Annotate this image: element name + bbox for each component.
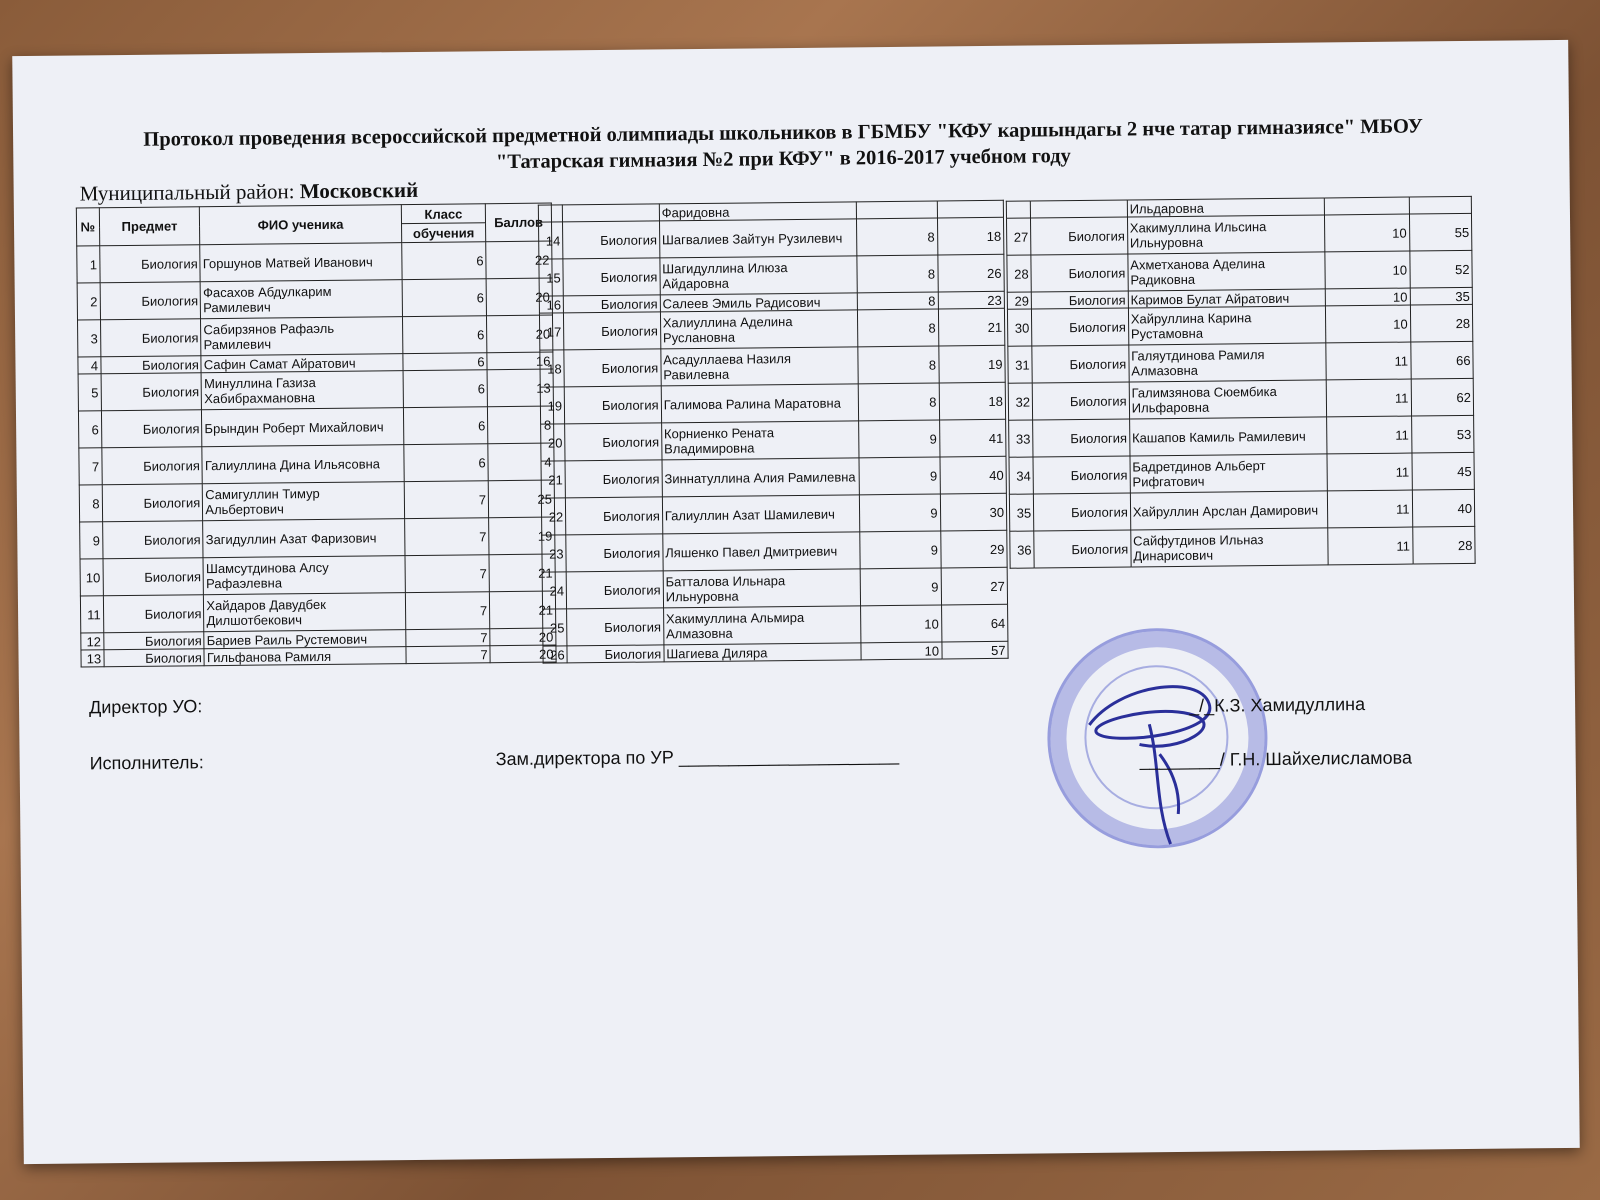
table-row (78, 315, 553, 357)
row-score: 26 (937, 254, 1004, 292)
deputy-name: ________/ Г.Н. Шайхелисламова (1139, 747, 1413, 771)
row-class: 9 (859, 420, 940, 458)
row-student-name: Самигуллин Тимур Альбертович (203, 482, 405, 521)
table-row (80, 591, 555, 633)
table-row (78, 406, 553, 448)
row-class: 6 (402, 316, 487, 354)
row-student-name: Халиуллина Аделина Руслановна (660, 310, 858, 349)
lead-cell (538, 205, 562, 222)
row-student-name: Корниенко Рената Владимировна (661, 421, 859, 460)
row-score: 19 (938, 345, 1005, 383)
row-number: 21 (541, 461, 566, 498)
row-class: 10 (1325, 305, 1410, 343)
table-row (1009, 415, 1474, 457)
row-subject: Биология (103, 558, 204, 596)
table-row (1008, 341, 1473, 383)
table-row (543, 604, 1008, 646)
row-class: 11 (1327, 416, 1412, 454)
row-number: 26 (543, 646, 567, 663)
row-number: 13 (81, 650, 104, 667)
lead-cell (937, 200, 1004, 218)
row-score: 27 (941, 567, 1008, 605)
table-row (1007, 304, 1472, 346)
row-number: 12 (81, 633, 104, 650)
results-table-1 (76, 203, 557, 668)
row-score: 21 (490, 591, 556, 629)
table-row (541, 419, 1006, 461)
row-class: 11 (1328, 527, 1413, 565)
row-subject: Биология (103, 632, 204, 650)
row-subject: Биология (101, 373, 202, 411)
row-class: 8 (858, 383, 939, 421)
row-score: 23 (938, 291, 1005, 309)
row-subject: Биология (564, 386, 661, 424)
row-number: 36 (1010, 531, 1035, 568)
row-number: 19 (540, 387, 565, 424)
row-class: 6 (404, 444, 489, 482)
row-subject: Биология (565, 423, 662, 461)
row-subject: Биология (564, 349, 661, 387)
row-class: 6 (403, 370, 488, 408)
row-number: 4 (78, 357, 101, 374)
lead-cell (1006, 201, 1030, 218)
row-score: 19 (489, 517, 555, 555)
row-class: 8 (857, 255, 938, 293)
table-row (1007, 250, 1472, 292)
row-student-name: Горшунов Матвей Иванович (200, 243, 402, 282)
row-student-name: Бариев Раиль Рустемович (204, 630, 406, 649)
row-number: 34 (1009, 457, 1034, 494)
lead-cell (1030, 200, 1127, 218)
row-number: 2 (77, 283, 100, 320)
row-class: 10 (1325, 288, 1410, 306)
row-class: 8 (857, 309, 938, 347)
row-score: 16 (487, 352, 553, 370)
row-score: 25 (488, 480, 554, 518)
results-table-2 (538, 200, 1009, 664)
table-row (80, 554, 555, 596)
row-number: 3 (78, 320, 101, 357)
row-subject: Биология (1031, 217, 1128, 255)
row-student-name: Брындин Роберт Михайлович (202, 408, 404, 447)
row-subject: Биология (102, 484, 203, 522)
lead-cell (1409, 196, 1472, 214)
row-student-name: Сайфутдинов Ильназ Динарисович (1131, 528, 1329, 567)
row-score: 18 (939, 382, 1006, 420)
row-class: 11 (1326, 379, 1411, 417)
row-subject: Биология (1033, 419, 1130, 457)
row-student-name: Галиуллина Дина Ильясовна (202, 445, 404, 484)
row-score: 21 (938, 308, 1005, 346)
table-row (80, 517, 555, 559)
row-number: 15 (539, 259, 564, 296)
document-sheet (12, 40, 1580, 1164)
header-class-bottom: обучения (401, 223, 485, 243)
row-class: 11 (1327, 453, 1412, 491)
district-value: Московский (299, 177, 419, 204)
row-score: 4 (488, 443, 554, 481)
row-class: 7 (404, 518, 489, 556)
row-class: 11 (1327, 490, 1412, 528)
row-score: 20 (490, 628, 556, 646)
row-student-name: Хакимуллина Альмира Алмазовна (663, 606, 861, 645)
row-student-name: Бадретдинов Альберт Рифгатович (1130, 454, 1328, 493)
row-subject: Биология (563, 258, 660, 296)
row-score: 29 (940, 530, 1007, 568)
lead-name-cell: Фаридовна (659, 202, 856, 221)
row-number: 20 (541, 424, 566, 461)
row-subject: Биология (563, 295, 660, 313)
row-score: 28 (1410, 304, 1473, 342)
row-subject: Биология (104, 649, 205, 667)
row-number: 25 (543, 609, 568, 646)
table-row (81, 645, 556, 667)
row-student-name: Загидуллин Азат Фаризович (203, 519, 405, 558)
row-class: 8 (857, 292, 938, 310)
row-subject: Биология (1032, 345, 1129, 383)
row-score: 55 (1409, 213, 1472, 251)
header-score: Баллов (485, 203, 551, 242)
row-number: 7 (79, 448, 102, 485)
row-subject: Биология (1033, 456, 1130, 494)
row-class: 6 (403, 407, 488, 445)
table-row (78, 369, 553, 411)
table-row (539, 308, 1004, 350)
row-subject: Биология (1034, 530, 1131, 568)
table-row (539, 217, 1004, 259)
row-number: 27 (1006, 218, 1031, 255)
row-number: 17 (539, 313, 564, 350)
table-row (542, 530, 1007, 572)
row-number: 31 (1008, 346, 1033, 383)
row-subject: Биология (1032, 382, 1129, 420)
header-subject: Предмет (99, 207, 200, 246)
row-subject: Биология (102, 521, 203, 559)
row-number: 5 (78, 374, 101, 411)
row-student-name: Шамсутдинова Алсу Рафаэлевна (203, 556, 405, 595)
row-student-name: Шагвалиев Зайтун Рузилевич (659, 219, 857, 258)
row-student-name: Кашапов Камиль Рамилевич (1129, 417, 1327, 456)
row-score: 30 (940, 493, 1007, 531)
table-1-body (77, 241, 556, 667)
table-row (543, 641, 1008, 663)
row-score: 64 (941, 604, 1008, 642)
row-student-name: Зиннатуллина Алия Рамилевна (662, 458, 860, 497)
table-row (540, 345, 1005, 387)
deputy-label: Зам.директора по УР ______________________ (495, 744, 900, 770)
table-row (1010, 526, 1475, 568)
table-row (540, 382, 1005, 424)
row-student-name: Галяутдинова Рамиля Алмазовна (1129, 343, 1327, 382)
row-number: 28 (1007, 255, 1032, 292)
row-class: 8 (858, 346, 939, 384)
row-student-name: Асадуллаева Назиля Равилевна (661, 347, 859, 386)
row-class: 6 (402, 279, 487, 317)
row-student-name: Галиуллин Азат Шамилевич (662, 495, 860, 534)
row-subject: Биология (567, 608, 664, 646)
row-student-name: Каримов Булат Айратович (1128, 289, 1325, 308)
row-class: 6 (402, 242, 487, 280)
row-score: 13 (487, 369, 553, 407)
row-number: 18 (540, 350, 565, 387)
row-subject: Биология (101, 410, 202, 448)
row-subject: Биология (566, 571, 663, 609)
row-student-name: Хакимуллина Ильсина Ильнуровна (1127, 215, 1325, 254)
row-subject: Биология (100, 282, 201, 320)
table-row (1008, 378, 1473, 420)
row-class: 7 (405, 555, 490, 593)
row-subject: Биология (1034, 493, 1131, 531)
row-subject: Биология (563, 221, 660, 259)
lead-name-cell: Ильдаровна (1127, 198, 1324, 217)
row-class: 7 (404, 481, 489, 519)
row-student-name: Минуллина Газиза Хабибрахмановна (201, 371, 403, 410)
results-table-3 (1006, 196, 1476, 569)
row-subject: Биология (564, 312, 661, 350)
director-label: Директор УО: (88, 696, 203, 718)
row-number: 24 (542, 572, 567, 609)
row-number: 32 (1008, 383, 1033, 420)
row-number: 1 (77, 246, 100, 283)
row-number: 6 (78, 411, 101, 448)
row-number: 35 (1009, 494, 1034, 531)
header-num: № (76, 208, 99, 246)
row-student-name: Шагиева Диляра (664, 643, 861, 662)
row-score: 20 (490, 645, 556, 663)
row-subject: Биология (103, 595, 204, 633)
row-score: 45 (1412, 452, 1475, 490)
row-student-name: Ляшенко Павел Дмитриевич (663, 532, 861, 571)
row-number: 33 (1009, 420, 1034, 457)
row-subject: Биология (1031, 291, 1128, 309)
row-class: 11 (1326, 342, 1411, 380)
row-score: 53 (1411, 415, 1474, 453)
table-row (79, 480, 554, 522)
district-line (80, 178, 419, 207)
table-3-body (1006, 213, 1475, 568)
row-number: 16 (539, 296, 563, 313)
row-student-name: Хайдаров Давудбек Дилшотбекович (204, 593, 406, 632)
table-row (1006, 213, 1471, 255)
row-class: 10 (861, 605, 942, 643)
row-class: 9 (860, 531, 941, 569)
row-number: 14 (539, 222, 564, 259)
row-score: 40 (1412, 489, 1475, 527)
row-score: 52 (1409, 250, 1472, 288)
header-name: ФИО ученика (200, 205, 402, 245)
row-subject: Биология (1031, 254, 1128, 292)
row-student-name: Хайруллин Арслан Дамирович (1130, 491, 1328, 530)
table-row (541, 493, 1006, 535)
lead-cell (562, 204, 659, 222)
row-subject: Биология (101, 447, 202, 485)
row-score: 18 (937, 217, 1004, 255)
row-class: 10 (861, 642, 942, 660)
row-student-name: Галимова Ралина Маратовна (661, 384, 859, 423)
row-score: 21 (489, 554, 555, 592)
row-score: 8 (488, 406, 554, 444)
row-number: 29 (1007, 292, 1031, 309)
table-row (79, 443, 554, 485)
row-class: 7 (406, 629, 490, 647)
row-subject: Биология (565, 460, 662, 498)
row-student-name: Гильфанова Рамиля (204, 647, 406, 666)
row-class: 7 (406, 646, 490, 664)
row-student-name: Фасахов Абдулкарим Рамилевич (200, 280, 402, 319)
row-number: 22 (541, 498, 566, 535)
row-subject: Биология (566, 534, 663, 572)
lead-cell (856, 201, 937, 219)
table-row (539, 254, 1004, 296)
header-class-top: Класс (401, 204, 485, 224)
row-student-name: Ахметханова Аделина Радиковна (1128, 252, 1326, 291)
row-score: 57 (941, 641, 1008, 659)
row-number: 23 (542, 535, 567, 572)
table-row (1009, 452, 1474, 494)
row-score: 28 (1412, 526, 1475, 564)
row-score: 20 (487, 315, 553, 353)
row-class: 9 (859, 494, 940, 532)
row-student-name: Шагидуллина Илюза Айдаровна (660, 256, 858, 295)
executor-label: Исполнитель: (89, 752, 204, 774)
row-subject: Биология (567, 645, 664, 663)
table-row (77, 278, 552, 320)
table-row (542, 567, 1007, 609)
row-student-name: Батталова Ильнара Ильнуровна (663, 569, 861, 608)
row-student-name: Салеев Эмиль Радисович (660, 293, 857, 312)
director-name: _/_К.З. Хамидуллина (1189, 694, 1366, 716)
row-subject: Биология (566, 497, 663, 535)
document-title: Протокол проведения всероссийской предметной олимпиады школьников в ГБМБУ "КФУ каршындагы 2 нче татар гимназиясе" МБОУ "Татарская гимназия №2 при КФУ" в 2016-2017 учебном году (143, 115, 1423, 174)
row-score: 66 (1410, 341, 1473, 379)
row-subject: Биология (101, 356, 202, 374)
row-number: 11 (80, 596, 103, 633)
row-score: 35 (1410, 287, 1473, 305)
row-number: 9 (80, 522, 103, 559)
table-row (541, 456, 1006, 498)
row-number: 8 (79, 485, 102, 522)
row-score: 41 (939, 419, 1006, 457)
row-student-name: Галимзянова Сюембика Ильфаровна (1129, 380, 1327, 419)
district-label: Муниципальный район: (79, 179, 295, 206)
row-class: 9 (859, 457, 940, 495)
row-number: 30 (1007, 309, 1032, 346)
row-class: 10 (1325, 251, 1410, 289)
table-row (77, 241, 552, 283)
row-score: 40 (940, 456, 1007, 494)
row-class: 9 (860, 568, 941, 606)
lead-cell (1324, 197, 1409, 215)
row-score: 22 (486, 241, 552, 279)
row-student-name: Сафин Самат Айратович (201, 354, 403, 373)
row-subject: Биология (99, 245, 200, 283)
row-subject: Биология (1032, 308, 1129, 346)
row-student-name: Хайруллина Карина Рустамовна (1128, 306, 1326, 345)
row-class: 8 (857, 218, 938, 256)
row-class: 6 (403, 353, 487, 371)
row-score: 62 (1411, 378, 1474, 416)
row-score: 20 (486, 278, 552, 316)
row-student-name: Сабирзянов Рафаэль Рамилевич (201, 317, 403, 356)
row-subject: Биология (100, 319, 201, 357)
row-class: 7 (405, 592, 490, 630)
table-2-body (539, 217, 1009, 663)
row-number: 10 (80, 559, 103, 596)
table-row (1009, 489, 1474, 531)
row-class: 10 (1324, 214, 1409, 252)
